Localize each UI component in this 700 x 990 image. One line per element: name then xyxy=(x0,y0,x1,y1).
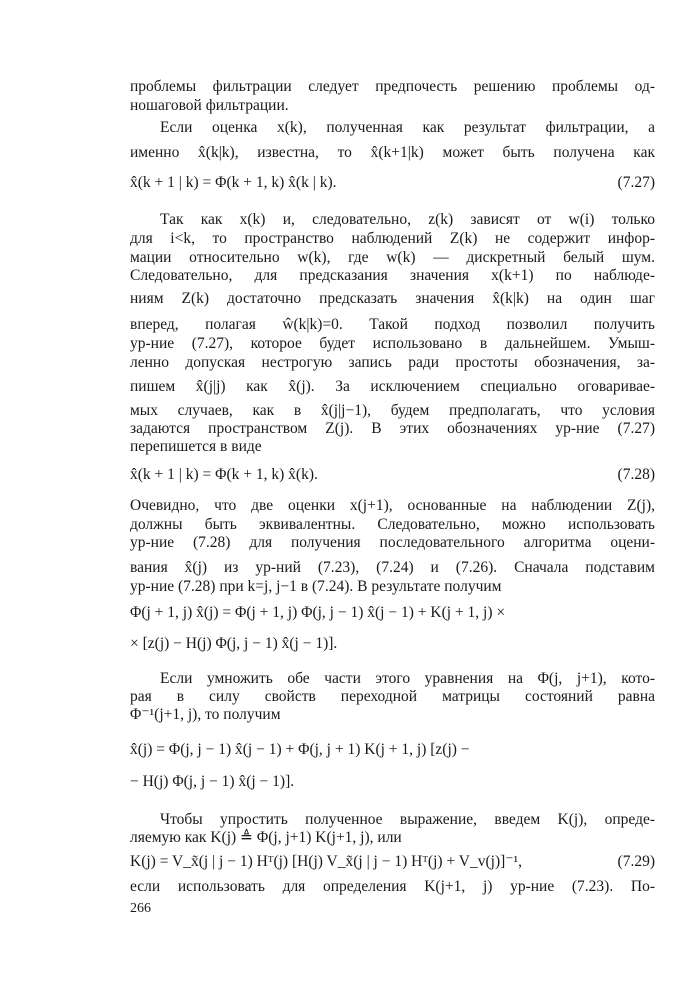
text-line: именно x̂(k|k), известна, то x̂(k+1|k) может быть получена как xyxy=(130,144,655,161)
text-line: Если оценка x(k), полученная как результат фильтрации, а xyxy=(160,119,655,136)
text-line: для i<k, то пространство наблюдений Z(k) не содержит инфор- xyxy=(130,230,655,247)
text-line: мых случаев, как в x̂(j|j−1), будем предполагать, что условия xyxy=(130,402,655,419)
text-line: рая в силу свойств переходной матрицы состояний равна xyxy=(130,688,655,705)
text-line: ур-ние (7.28) для получения последовательного алгоритма оцени- xyxy=(130,534,655,551)
text-line: Чтобы упростить полученное выражение, введем K(j), опреде- xyxy=(160,811,655,828)
text-line: проблемы фильтрации следует предпочесть решению проблемы од- xyxy=(130,78,655,95)
equation-body: Φ(j + 1, j) x̂(j) = Φ(j + 1, j) Φ(j, j − 1) x̂(j − 1) + K(j + 1, j) × xyxy=(130,604,506,621)
text-line: перепишется в виде xyxy=(130,438,262,455)
equation-number: (7.28) xyxy=(617,466,655,483)
text-line: если использовать для определения K(j+1, j) ур-ние (7.23). По- xyxy=(130,878,655,895)
text-line: Так как x(k) и, следовательно, z(k) зависят от w(i) только xyxy=(160,211,655,228)
equation-body: × [z(j) − H(j) Φ(j, j − 1) x̂(j − 1)]. xyxy=(130,635,338,652)
equation-body: x̂(k + 1 | k) = Φ(k + 1, k) x̂(k). xyxy=(130,466,318,483)
text-line: Очевидно, что две оценки x(j+1), основанные на наблюдении Z(j), xyxy=(130,497,655,514)
text-line: ношаговой фильтрации. xyxy=(130,97,289,114)
equation-body: x̂(j) = Φ(j, j − 1) x̂(j − 1) + Φ(j, j + 1) K(j + 1, j) [z(j) − xyxy=(130,741,470,758)
text-line: задаются пространством Z(j). В этих обозначениях ур-ние (7.27) xyxy=(130,420,655,437)
equation-substitution-line-2 xyxy=(130,634,655,653)
equation-7-27 xyxy=(130,173,655,192)
equation-7-29 xyxy=(130,852,655,871)
text-line: ур-ние (7.28) при k=j, j−1 в (7.24). В результате получим xyxy=(130,578,502,595)
text-line: мации относительно w(k), где w(k) — дискретный белый шум. xyxy=(130,249,655,266)
text-line: ленно допуская нестрогую запись ради простоты обозначения, за- xyxy=(130,354,655,371)
text-line: вперед, полагая ŵ(k|k)=0. Такой подход позволил получить xyxy=(130,316,655,333)
text-line: пишем x̂(j|j) как x̂(j). За исключением специально оговаривае- xyxy=(130,378,655,395)
text-line: ляемую как K(j) ≜ Φ(j, j+1) K(j+1, j), или xyxy=(130,829,402,846)
page-number: 266 xyxy=(130,901,151,916)
equation-body: x̂(k + 1 | k) = Φ(k + 1, k) x̂(k | k). xyxy=(130,174,337,191)
text-line: должны быть эквивалентны. Следовательно, можно использовать xyxy=(130,516,655,533)
equation-body: K(j) = V_x̃(j | j − 1) Hᵀ(j) [H(j) V_x̃(j | j − 1) Hᵀ(j) + V_v(j)]⁻¹, xyxy=(130,853,522,870)
equation-result-line-1 xyxy=(130,740,655,759)
text-line: вания x̂(j) из ур-ний (7.23), (7.24) и (7.26). Сначала подставим xyxy=(130,559,655,576)
text-line: Следовательно, для предсказания значения x(k+1) по наблюде- xyxy=(130,267,655,284)
equation-number: (7.29) xyxy=(617,853,655,870)
equation-body: − H(j) Φ(j, j − 1) x̂(j − 1)]. xyxy=(130,773,295,790)
text-line: ур-ние (7.27), которое будет использовано в дальнейшем. Умыш- xyxy=(130,335,655,352)
equation-number: (7.27) xyxy=(617,174,655,191)
text-line: ниям Z(k) достаточно предсказать значения x̂(k|k) на один шаг xyxy=(130,290,655,307)
equation-7-28 xyxy=(130,465,655,484)
text-line: Φ⁻¹(j+1, j), то получим xyxy=(130,706,281,723)
text-line: Если умножить обе части этого уравнения на Φ(j, j+1), кото- xyxy=(160,670,655,687)
equation-result-line-2 xyxy=(130,772,655,791)
equation-substitution-line-1 xyxy=(130,603,655,622)
